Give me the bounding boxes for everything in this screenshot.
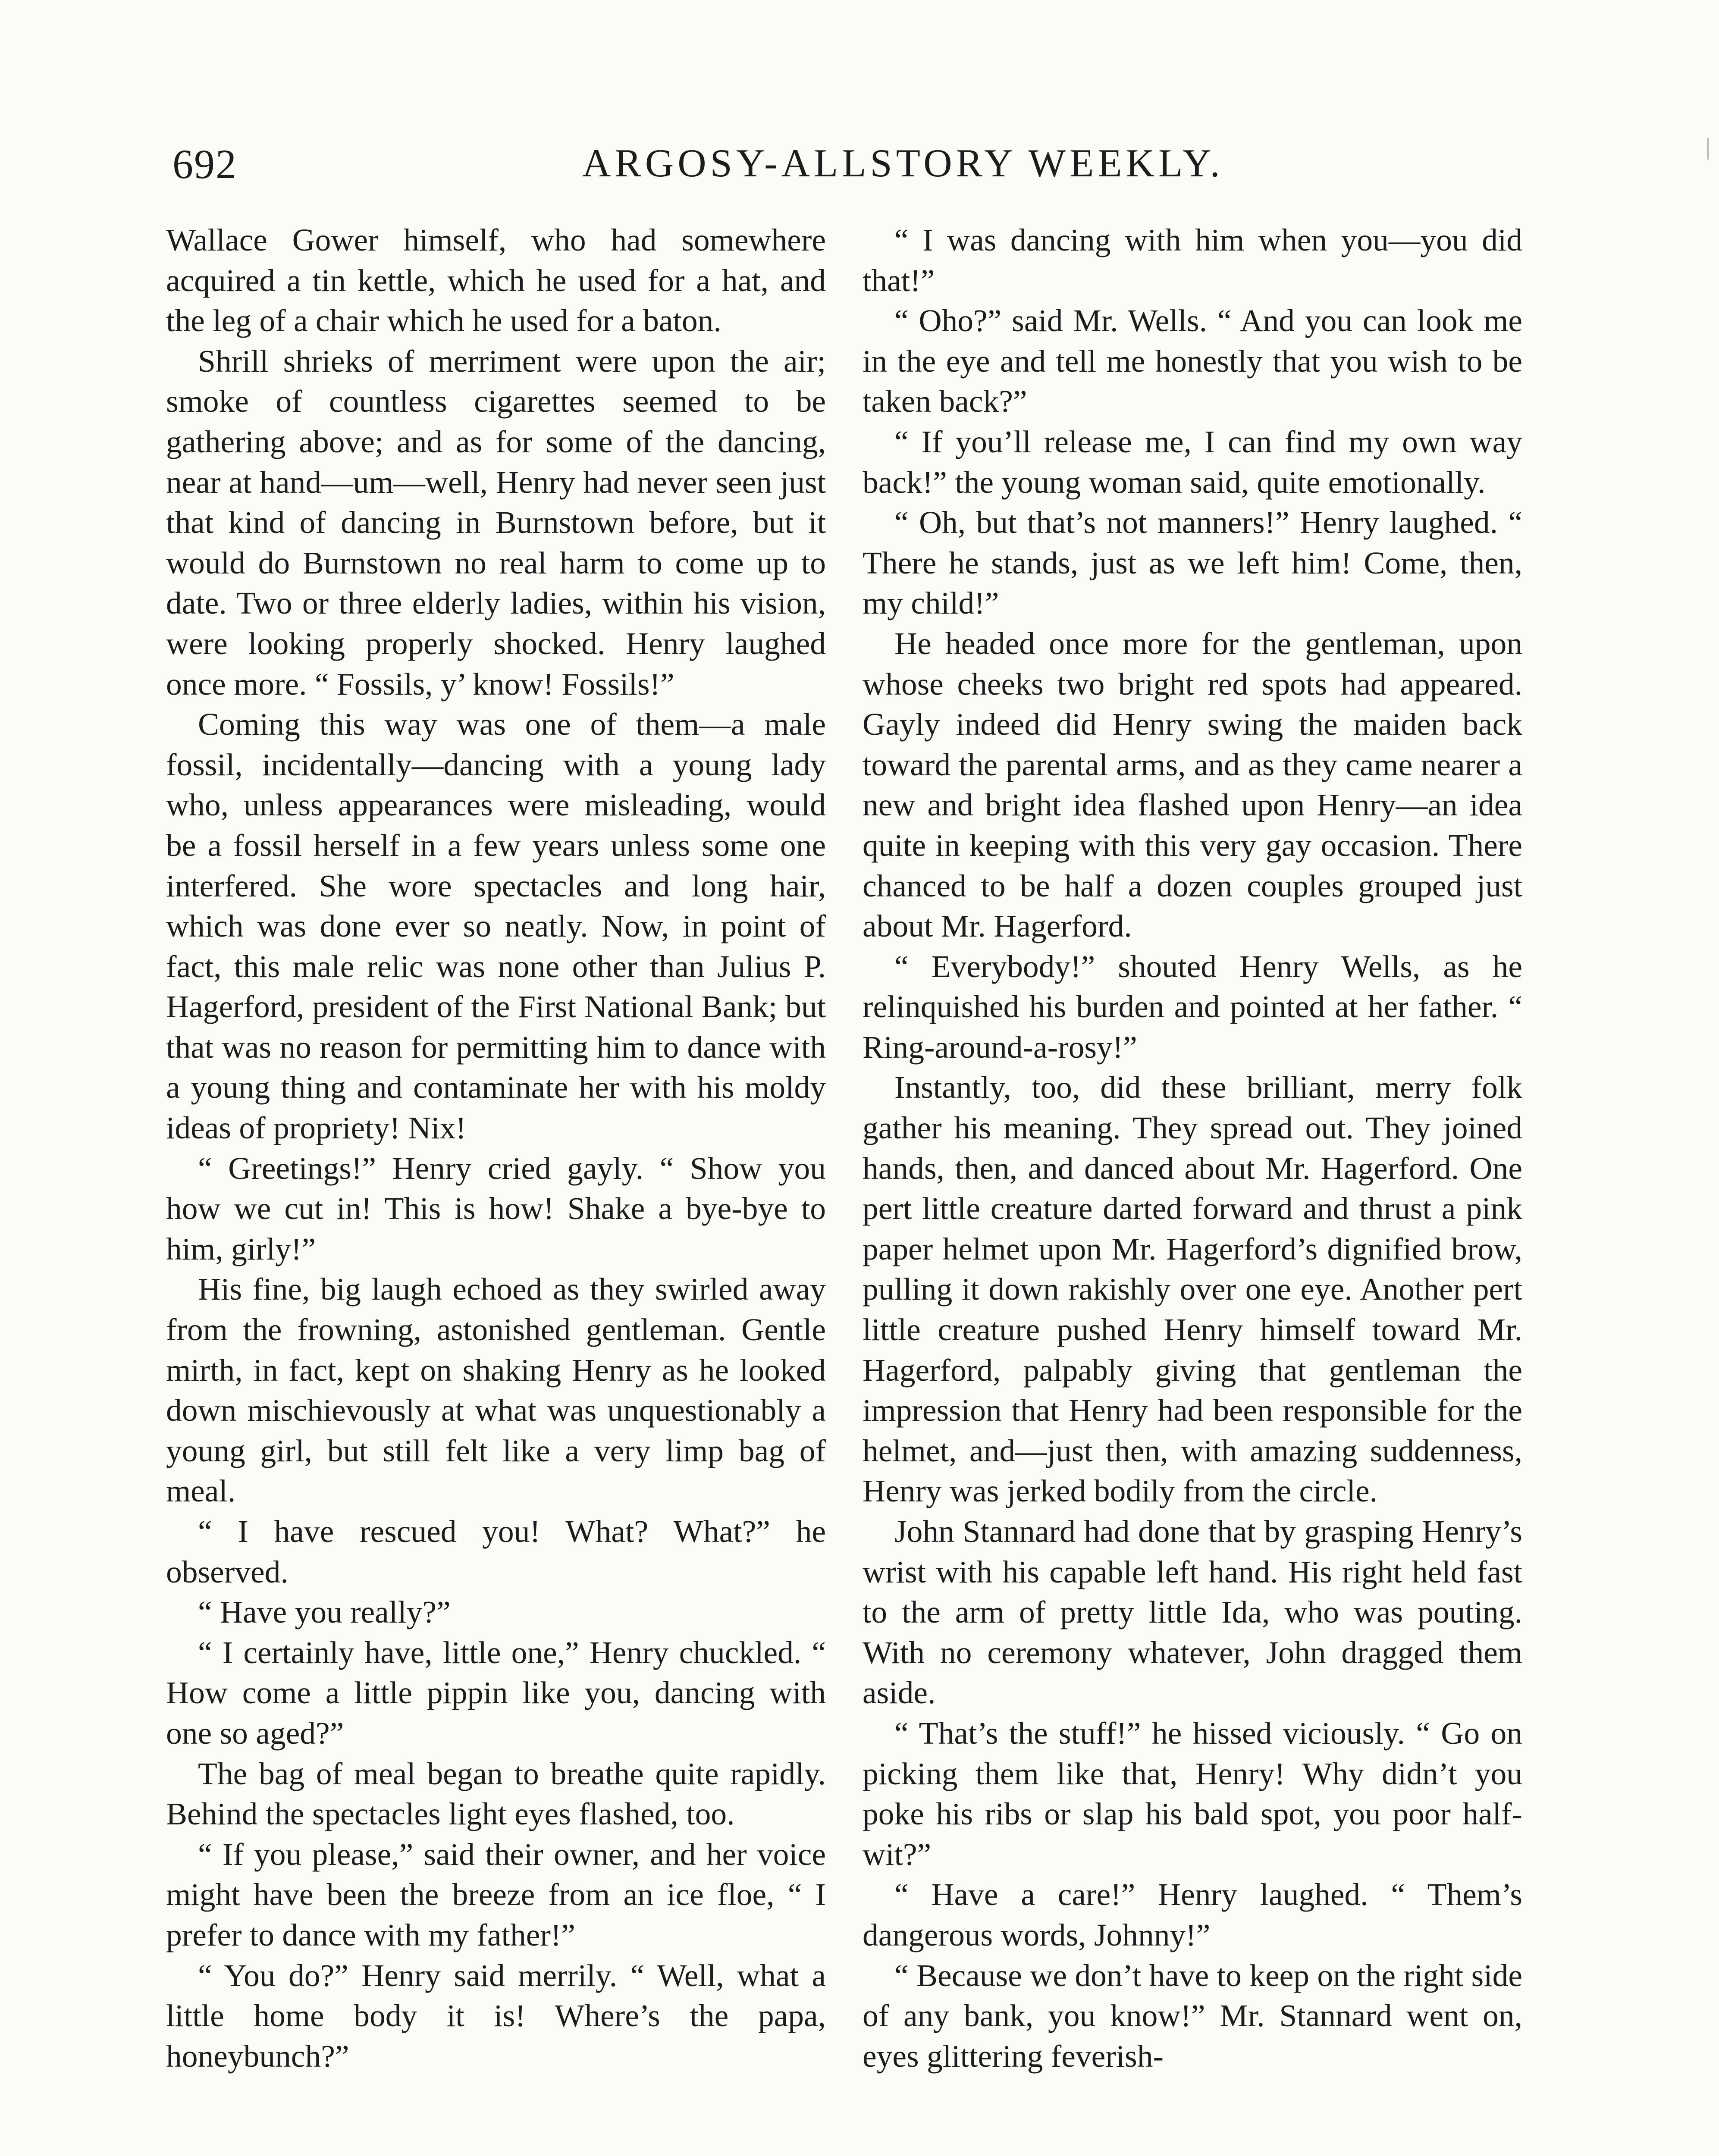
paragraph: “ Greetings!” Henry cried gayly. “ Show you how we cut in! This is how! Shake a bye-bye to him, girly!”: [166, 1150, 826, 1266]
paragraph: John Stannard had done that by grasping Henry’s wrist with his capable left hand. His right held fast to the arm of pretty little Ida, who was pouting. With no ceremony whatever, John dragged them aside.: [863, 1514, 1522, 1711]
paragraph: His fine, big laugh echoed as they swirled away from the frowning, astonished gentleman. Gentle mirth, in fact, kept on shaking Henry as he looked down mischievously at what was unquestionably a young girl, but still felt like a very limp bag of meal.: [166, 1272, 826, 1509]
paragraph: Wallace Gower himself, who had somewhere acquired a tin kettle, which he used for a hat, and the leg of a chair which he used for a baton.: [166, 222, 826, 338]
paragraph: Instantly, too, did these brilliant, merry folk gather his meaning. They spread out. They joined hands, then, and danced about Mr. Hagerford. One pert little creature darted forward and thrust a pink paper helmet upon Mr. Hagerford’s dignified brow, pulling it down rakishly over one eye. Another pert little creature pushed Henry himself toward Mr. Hagerford, palpably giving that gentleman the impression that Henry had been responsible for the helmet, and—just then, with amazing suddenness, Henry was jerked bodily from the circle.: [863, 1070, 1522, 1509]
paragraph: “ Oho?” said Mr. Wells. “ And you can look me in the eye and tell me honestly that you wish to be taken back?”: [863, 303, 1522, 419]
page-number: 692: [173, 141, 237, 187]
left-column: [166, 220, 826, 2076]
running-title: ARGOSY-ALLSTORY WEEKLY.: [582, 141, 1224, 185]
paragraph: “ That’s the stuff!” he hissed viciously. “ Go on picking them like that, Henry! Why didn’t you poke his ribs or slap his bald spot, you poor half-wit?”: [863, 1715, 1522, 1872]
paragraph: The bag of meal began to breathe quite rapidly. Behind the spectacles light eyes flashed, too.: [166, 1756, 826, 1832]
paragraph: “ Because we don’t have to keep on the right side of any bank, you know!” Mr. Stannard went on, eyes glittering feverish-: [863, 1958, 1522, 2074]
paragraph: “ I was dancing with him when you—you did that!”: [863, 222, 1522, 298]
paragraph: “ I have rescued you! What? What?” he observed.: [166, 1514, 826, 1589]
paragraph: “ If you’ll release me, I can find my own way back!” the young woman said, quite emotionally.: [863, 424, 1522, 500]
paragraph: “ Have a care!” Henry laughed. “ Them’s dangerous words, Johnny!”: [863, 1877, 1522, 1952]
paragraph: Coming this way was one of them—a male fossil, incidentally—dancing with a young lady who, unless appearances were misleading, would be a fossil herself in a few years unless some one interfered. She wore spectacles and long hair, which was done ever so neatly. Now, in point of fact, this male relic was none other than Julius P. Hagerford, president of the First National Bank; but that was no reason for permitting him to dance with a young thing and contaminate her with his moldy ideas of propriety! Nix!: [166, 707, 826, 1146]
paragraph: “ If you please,” said their owner, and her voice might have been the breeze from an ice floe, “ I prefer to dance with my father!”: [166, 1836, 826, 1952]
paragraph: “ Have you really?”: [198, 1595, 451, 1630]
right-column: [863, 220, 1522, 2076]
paragraph: “ You do?” Henry said merrily. “ Well, what a little home body it is! Where’s the papa, honeybunch?”: [166, 1958, 826, 2074]
paragraph: “ I certainly have, little one,” Henry chuckled. “ How come a little pippin like you, dancing with one so aged?”: [166, 1635, 826, 1751]
paragraph: “ Everybody!” shouted Henry Wells, as he relinquished his burden and pointed at her father. “ Ring-around-a-rosy!”: [863, 949, 1522, 1065]
paragraph: Shrill shrieks of merriment were upon the air; smoke of countless cigarettes seemed to be gathering above; and as for some of the dancing, near at hand—um—well, Henry had never seen just that kind of dancing in Burnstown before, but it would do Burnstown no real harm to come up to date. Two or three elderly ladies, within his vision, were looking properly shocked. Henry laughed once more. “ Fossils, y’ know! Fossils!”: [166, 343, 826, 702]
scan-margin-mark: [1707, 138, 1709, 160]
paragraph: He headed once more for the gentleman, upon whose cheeks two bright red spots had appeared. Gayly indeed did Henry swing the maiden back toward the parental arms, and as they came nearer a new and bright idea flashed upon Henry—an idea quite in keeping with this very gay occasion. There chanced to be half a dozen couples grouped just about Mr. Hagerford.: [863, 626, 1522, 944]
page-header: [173, 140, 1570, 201]
paragraph: “ Oh, but that’s not manners!” Henry laughed. “ There he stands, just as we left him! Come, then, my child!”: [863, 505, 1522, 621]
